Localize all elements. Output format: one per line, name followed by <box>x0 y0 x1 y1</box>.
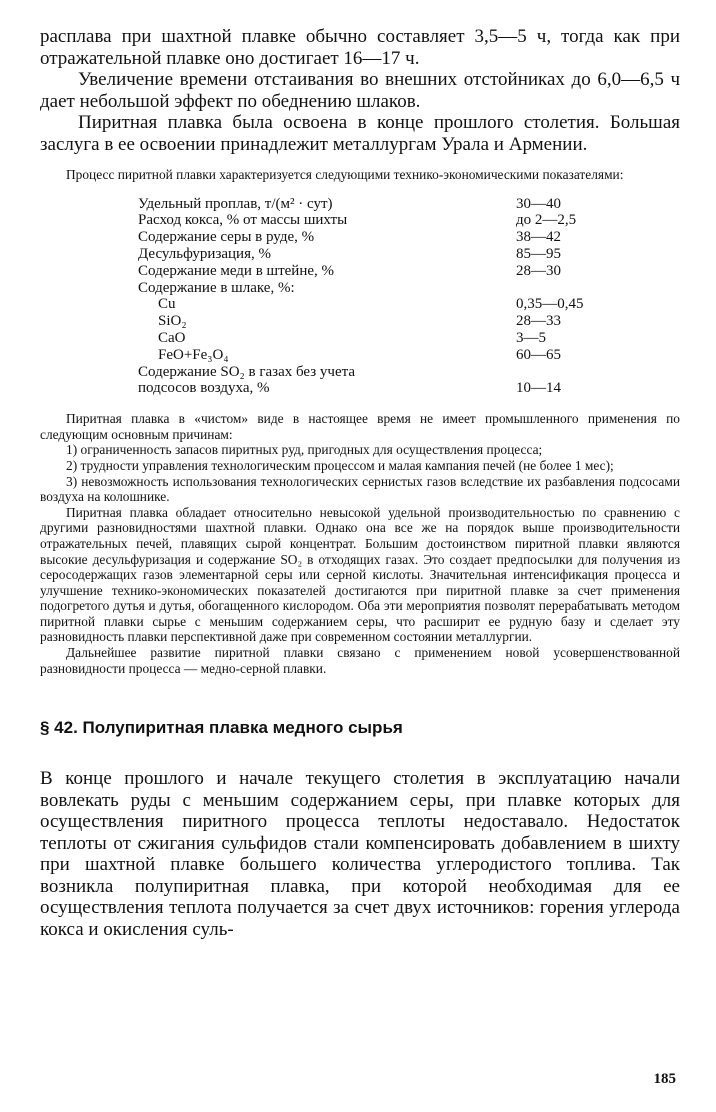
spec-label: Cu <box>158 296 176 313</box>
spec-value: 10—14 <box>516 380 561 397</box>
spec-label: Расход кокса, % от массы шихты <box>138 212 348 229</box>
spec-row <box>138 364 584 381</box>
spec-row <box>138 263 584 280</box>
spec-value: 85—95 <box>516 245 561 262</box>
spec-value: 60—65 <box>516 346 561 363</box>
spec-label: FeO+Fe₃O₄ <box>158 346 229 363</box>
spec-row <box>138 280 584 297</box>
spec-label: Содержание меди в штейне, % <box>138 262 335 279</box>
page-body <box>40 26 680 940</box>
intro-paragraph-1: расплава при шахтной плавке обычно составляет 3,5—5 ч, тогда как при отражательной плавке оно достигает 16—17 ч. <box>40 26 680 69</box>
section-heading: § 42. Полупиритная плавка медного сырья <box>40 718 403 738</box>
spec-label: Содержание серы в руде, % <box>138 229 315 246</box>
spec-value: 38—42 <box>516 229 561 246</box>
spec-value: 30—40 <box>516 195 561 212</box>
spec-label: SiO₂ <box>158 313 187 330</box>
intro-paragraph-2: Увеличение времени отстаивания во внешних отстойниках до 6,0—6,5 ч дает небольшой эффект по обеднению шлаков. <box>40 69 680 112</box>
spec-label: CaO <box>158 329 186 346</box>
reasons-intro: Пиритная плавка в «чистом» виде в настоящее время не имеет промышленного применения по следующим основным причинам: <box>40 411 680 442</box>
spec-value: 28—33 <box>516 313 561 330</box>
specs-table <box>138 196 584 398</box>
spec-value <box>516 280 584 297</box>
page-number: 185 <box>653 1071 676 1087</box>
spec-row <box>138 246 584 263</box>
reason-1: 1) ограниченность запасов пиритных руд, пригодных для осуществления процесса; <box>66 442 543 458</box>
spec-row <box>138 313 584 330</box>
spec-value: 3—5 <box>516 329 546 346</box>
reason-3: 3) невозможность использования технологических сернистых газов вследствие их разбавления подсосами воздуха на колошнике. <box>40 473 680 505</box>
process-intro: Процесс пиритной плавки характеризуется следующими технико-экономическими показателями: <box>66 167 624 182</box>
reason-2: 2) трудности управления технологическим процессом и малая кампания печей (не более 1 мес); <box>66 457 614 473</box>
spec-row <box>138 229 584 246</box>
spec-row <box>138 212 584 229</box>
spec-row <box>138 196 584 213</box>
spec-label: Содержание в шлаке, %: <box>138 279 295 296</box>
spec-row <box>138 330 584 347</box>
spec-value: 28—30 <box>516 262 561 279</box>
spec-label: Удельный проплав, т/(м² · сут) <box>138 195 333 212</box>
productivity-paragraph: Пиритная плавка обладает относительно невысокой удельной производительностью по сравнению с другими разновидностями шахтной плавки. Однако она все же на порядок выше производительности отражательных печей, плавящих сырой концентрат. Большим достоинством пиритной плавки являются высокие десульфуризация и содержание SO₂ в отходящих газах. Это создает предпосылки для получения из серосодержащих газов элементарной серы или серной кислоты. Значительная интенсификация процесса и улучшение технико-экономических показателей достигаются при пиритной плавке за счет применения подогретого дутья и дутья, обогащенного кислородом. Оба эти мероприятия позволят перерабатывать методом пиритной плавки сырье с меньшим содержанием серы, что расширит ее рудную базу и сделает эту разновидность плавки перспективной даже при современном состоянии металлургии. <box>40 504 680 645</box>
future-paragraph: Дальнейшее развитие пиритной плавки связано с применением новой усовершенствованной разновидности процесса — медно-серной плавки. <box>40 645 680 676</box>
spec-label: подсосов воздуха, % <box>138 380 270 397</box>
spec-value: 0,35—0,45 <box>516 296 584 313</box>
spec-row <box>138 347 584 364</box>
section-body: В конце прошлого и начале текущего столетия в эксплуатацию начали вовлекать руды с меньшим содержанием серы, при плавке которых для осуществления пиритного процесса теплоты недоставало. Недостаток теплоты от сжигания сульфидов стали компенсировать добавлением в шихту при шахтной плавке большего количества углеродистого топлива. Так возникла полупиритная плавка, при которой необходимая для ее осуществления теплота получается за счет двух источников: горения углерода кокса и окисления суль- <box>40 768 680 940</box>
spec-value <box>516 364 584 381</box>
spec-label: Содержание SO₂ в газах без учета <box>138 363 356 380</box>
spec-row <box>138 296 584 313</box>
spec-value: до 2—2,5 <box>516 212 577 229</box>
spec-label: Десульфуризация, % <box>138 245 271 262</box>
spec-row <box>138 380 584 397</box>
intro-paragraph-3: Пиритная плавка была освоена в конце прошлого столетия. Большая заслуга в ее освоении принадлежит металлургам Урала и Армении. <box>40 112 680 155</box>
